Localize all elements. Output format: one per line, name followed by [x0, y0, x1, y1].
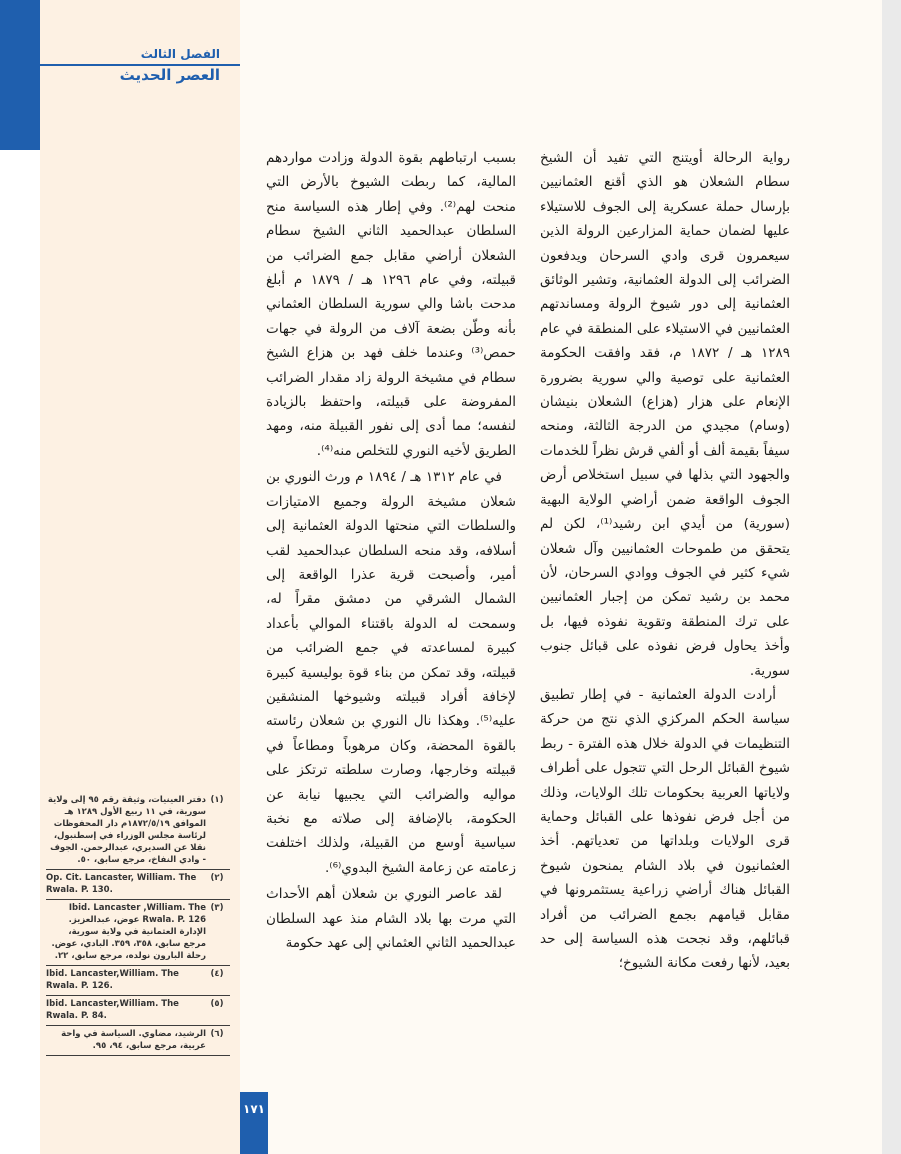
page-number: ١٧١	[240, 1092, 268, 1154]
footnote	[46, 966, 230, 996]
footnote	[46, 900, 230, 966]
footnote-number: (٤)	[210, 969, 224, 979]
footnote	[46, 870, 230, 900]
footnote-text: الرشيد، مضاوي. السياسة في واحة عربية، مرجع سابق، ٩٤، ٩٥.	[61, 1029, 206, 1051]
footnote-text: Op. Cit. Lancaster, William. The Rwala. P. 130.	[46, 873, 197, 895]
footnote-number: (١)	[210, 795, 224, 805]
footnote	[46, 792, 230, 870]
chapter-header	[141, 46, 220, 62]
page-edge	[882, 0, 901, 1154]
footnote-number: (٦)	[210, 1029, 224, 1039]
footnote-number: (٢)	[210, 873, 224, 883]
footnote	[46, 1026, 230, 1056]
paragraph: بسبب ارتباطهم بقوة الدولة وزادت مواردهم المالية، كما ربطت الشيوخ بالأرض التي منحت لهم⁽²⁾. وفي إطار هذه السياسة منح السلطان عبدالحميد الثاني الشيخ سطام الشعلان أراضي مقابل جمع الضرائب من قبيلته، وفي عام ١٢٩٦ هـ / ١٨٧٩ م أبلغ مدحت باشا والي سورية السلطان العثماني بأنه وطّن بضعة آلاف من الرولة في جهات حمص⁽³⁾ وعندما خلف فهد بن هزاع الشيخ سطام في مشيخة الرولة زاد مقدار الضرائب المفروضة على قبيلته، واحتفظ بالزيادة لنفسه؛ مما أدى إلى نفور القبيلة منه، ومهد الطريق لأخيه النوري للتخلص منه⁽⁴⁾.	[266, 150, 517, 459]
footnote-text: Ibid. Lancaster,William. The Rwala. P. 126.	[46, 969, 179, 991]
chapter-color-tab	[0, 0, 40, 150]
text-column-left	[266, 146, 516, 955]
footnotes	[46, 792, 230, 1056]
chapter-title: العصر الحديث	[119, 66, 220, 84]
footnote-number: (٣)	[210, 903, 224, 913]
paragraph: لقد عاصر النوري بن شعلان أهم الأحداث التي مرت بها بلاد الشام منذ عهد السلطان عبدالحميد الثاني العثماني إلى عهد حكومة	[266, 886, 516, 951]
paragraph: أرادت الدولة العثمانية - في إطار تطبيق سياسة الحكم المركزي الذي نتج من حركة التنظيمات في الدولة خلال هذه الفترة - ربط شيوخ القبائل الرحل التي تتجول على أطراف ولاياتها العربية بحكومات تلك الولايات، وذلك من أجل فرض نفوذها على القبائل وحماية قرى الولايات وبلداتها من تعدياتهم. أخذ العثمانيون في بلاد الشام يمنحون شيوخ القبائل هناك أراضي زراعية يستثمرونها في مقابل قيامهم بجمع الضرائب من أفراد قبائلهم، وقد نجحت هذه السياسة إلى حد بعيد، لأنها رفعت مكانة الشيوخ؛	[540, 686, 790, 972]
text-column-right	[540, 146, 790, 976]
footnote-text: Ibid. Lancaster ,William. The Rwala. P. 126 عوض، عبدالعزيز. الإدارة العثمانية في ولاية سورية، مرجع سابق، ٣٥٨، ٣٥٩. البادي، عوض. رحلة البارون نولده، مرجع سابق، ٢٢.	[51, 903, 206, 961]
paragraph: رواية الرحالة أويتنج التي تفيد أن الشيخ سطام الشعلان هو الذي أقنع العثمانيين بإرسال حملة عسكرية إلى الجوف للاستيلاء عليها لضمان حماية المزارعين الرولة الذين سيعمرون قرى وادي السرحان ويدفعون الضرائب إلى الدولة العثمانية، وتشير الوثائق العثمانية إلى دور شيوخ الرولة ومساندتهم العثمانيين في الاستيلاء على المنطقة في عام ١٢٨٩ هـ / ١٨٧٢ م، فقد وافقت الحكومة العثمانية على توصية والي سورية بضرورة الإنعام على هزار (هزاع) الشعلان بنيشان (وسام) مجيدي من الدرجة الثالثة، ومنحه سيفاً بقيمة ألف أو ألفي قرش نظراً للخدمات والجهود التي بذلها في سبيل استخلاص أرض الجوف الواقعة ضمن أراضي الولاية البهية (سورية) من أيدي ابن رشيد⁽¹⁾، لكن لم يتحقق من طموحات العثمانيين وآل شعلان شيء كثير في الجوف ووادي السرحان، لأن محمد بن رشيد تمكن من إجبار العثمانيين على ترك المنطقة وتقوية نفوذه فيها، بل وأخذ يحاول فرض نفوذه على قبائل جنوب سورية.	[540, 150, 790, 679]
footnote-text: دفتر العينيات، وثيقة رقم ٩٥ إلى ولاية سورية، في ١١ ربيع الأول ١٢٨٩ هـ الموافق ١٨٧٢/٥/١٩م دار المحفوظات لرئاسة مجلس الوزراء في إسطنبول، نقلا عن السديري، عبدالرحمن. الجوف - وادي النفاخ، مرجع سابق، ٥٠.	[47, 795, 206, 865]
footnote-text: Ibid. Lancaster,William. The Rwala. P. 84.	[46, 999, 179, 1021]
chapter-label: الفصل الثالث	[140, 47, 220, 61]
paragraph: في عام ١٣١٢ هـ / ١٨٩٤ م ورث النوري بن شعلان مشيخة الرولة وجميع الامتيازات والسلطات التي منحتها الدولة العثمانية إلى أسلافه، وقد منحه السلطان عبدالحميد لقب أمير، وأصبحت قرية عذرا الواقعة إلى الشمال الشرقي من دمشق مقراً له، وسمحت له الدولة باقتناء الموالي بأعداد كبيرة لمساعدته في جمع الضرائب من قبيلته، وقد تمكن من بناء قوة بوليسية كبيرة لإخافة أفراد قبيلته وشيوخها المنشقين عليه⁽⁵⁾. وهكذا نال النوري بن شعلان رئاسته بالقوة المحضة، وكان مرهوباً ومطاعاً في قبيلته وخارجها، وصارت سلطته ترتكز على مواليه والضرائب التي يجبيها نيابة عن الحكومة، بالإضافة إلى صلاته مع نخبة سياسية أوسع من القبيلة، ولذلك اختلفت زعامته عن زعامة الشيخ البدوي⁽⁶⁾.	[266, 469, 516, 876]
footnote-number: (٥)	[210, 999, 224, 1009]
footnote	[46, 996, 230, 1026]
